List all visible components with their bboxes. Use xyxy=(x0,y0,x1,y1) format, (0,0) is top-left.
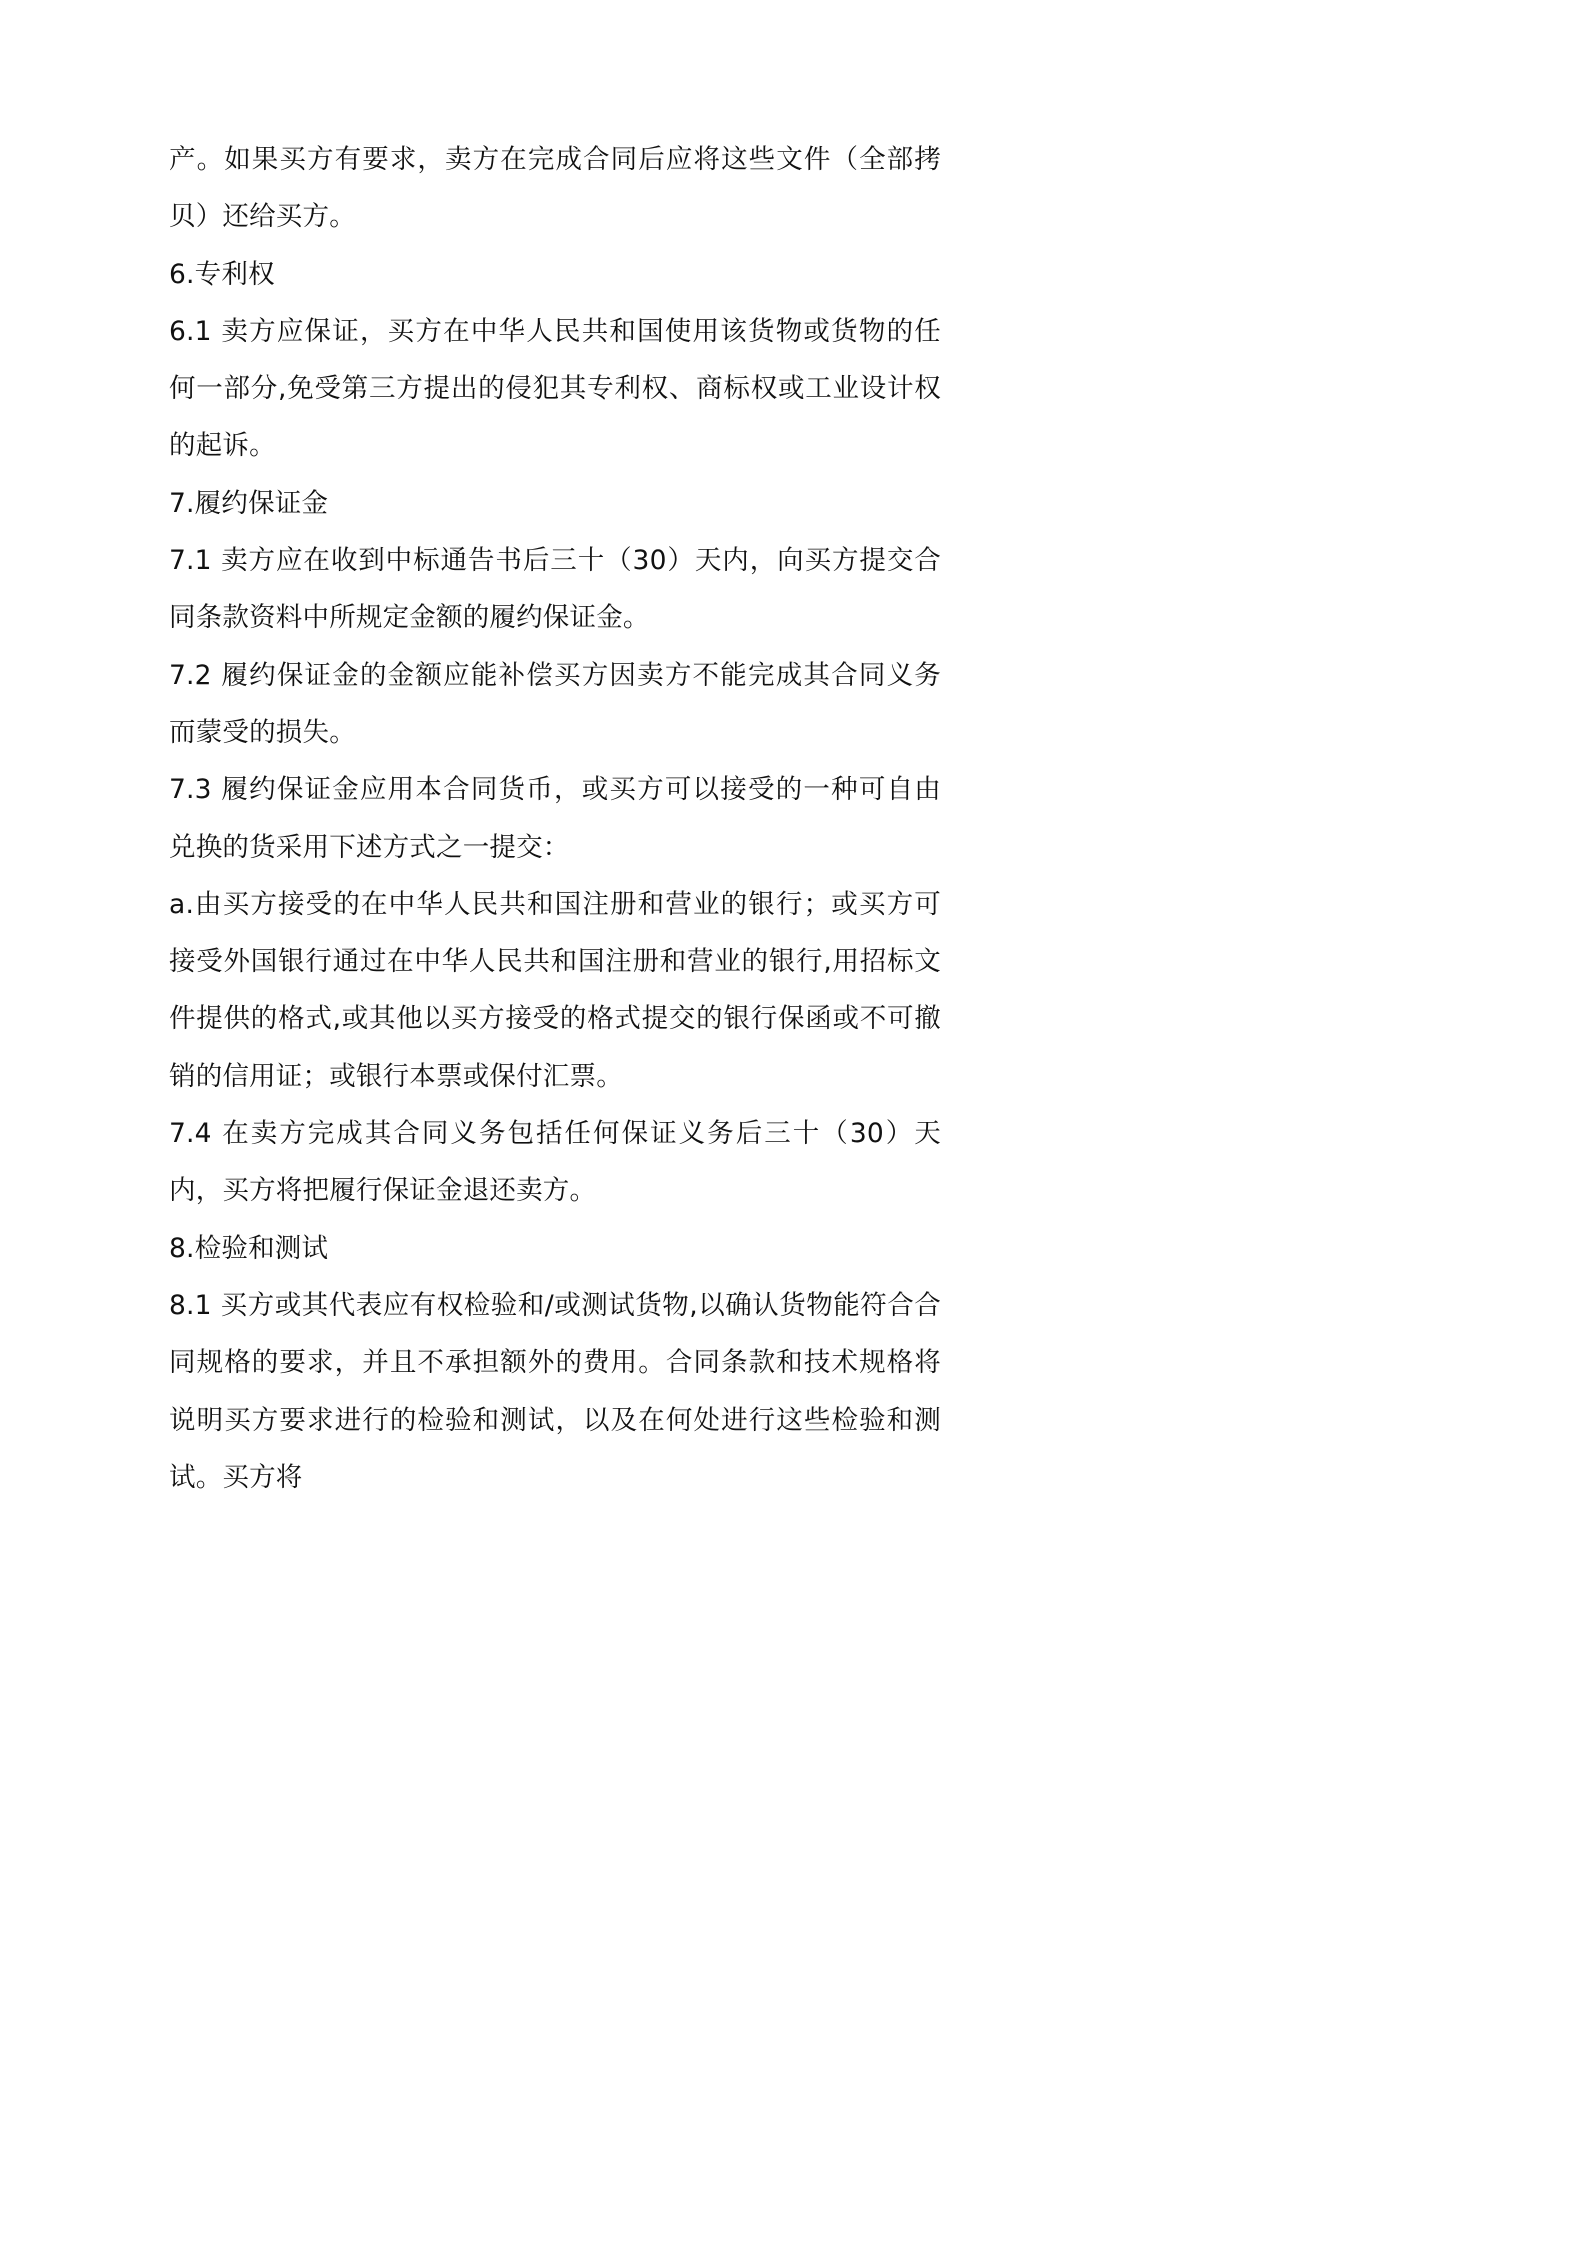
section-heading-performance-security: 7.履约保证金 xyxy=(169,487,329,519)
document-page xyxy=(0,0,1100,1556)
paragraph-continuation: 产。如果买方有要求，卖方在完成合同后应将这些文件（全部拷贝）还给买方。 xyxy=(169,144,941,233)
section-heading-patent-rights: 6.专利权 xyxy=(169,258,275,290)
section-heading-inspection-testing: 8.检验和测试 xyxy=(169,1232,329,1264)
clause-7-1: 7.1 卖方应在收到中标通告书后三十（30）天内，向买方提交合同条款资料中所规定金额的履约保证金。 xyxy=(169,545,941,634)
clause-7-4: 7.4 在卖方完成其合同义务包括任何保证义务后三十（30）天内，买方将把履行保证金退还卖方。 xyxy=(169,1118,941,1207)
document-body xyxy=(169,131,941,1506)
clause-7-3-a: a.由买方接受的在中华人民共和国注册和营业的银行；或买方可接受外国银行通过在中华人民共和国注册和营业的银行,用招标文件提供的格式,或其他以买方接受的格式提交的银行保函或不可撤销的信用证；或银行本票或保付汇票。 xyxy=(169,888,941,1092)
clause-7-3: 7.3 履约保证金应用本合同货币，或买方可以接受的一种可自由兑换的货采用下述方式之一提交： xyxy=(169,774,941,863)
clause-6-1: 6.1 卖方应保证，买方在中华人民共和国使用该货物或货物的任何一部分,免受第三方提出的侵犯其专利权、商标权或工业设计权的起诉。 xyxy=(169,315,941,462)
clause-7-2: 7.2 履约保证金的金额应能补偿买方因卖方不能完成其合同义务而蒙受的损失。 xyxy=(169,659,941,748)
clause-8-1: 8.1 买方或其代表应有权检验和/或测试货物,以确认货物能符合合同规格的要求，并且不承担额外的费用。合同条款和技术规格将说明买方要求进行的检验和测试，以及在何处进行这些检验和测试。买方将 xyxy=(169,1289,941,1493)
